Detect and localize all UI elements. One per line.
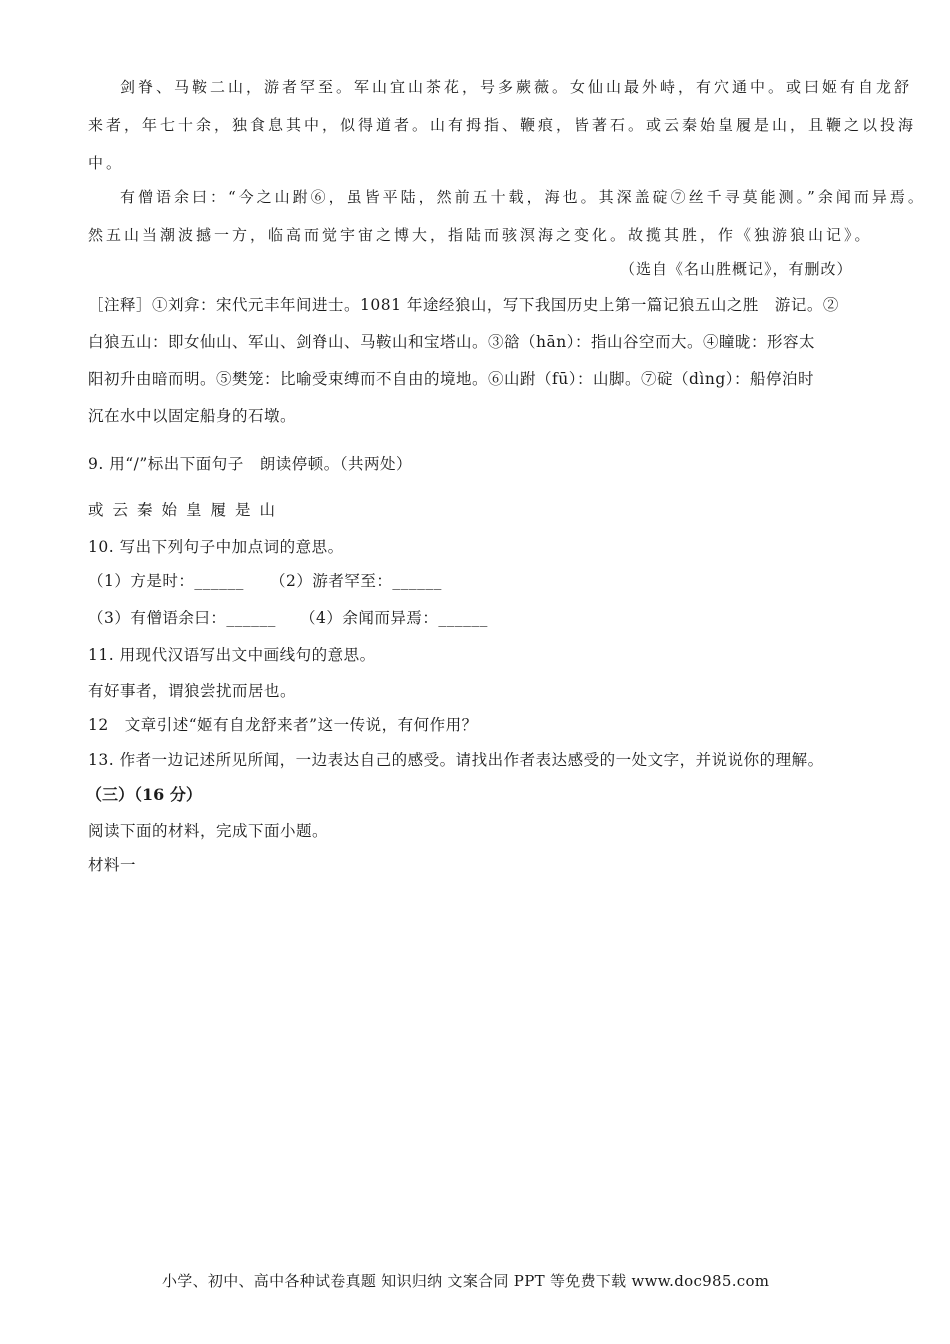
question-9-sentence: 或云秦始皇履是山 — [88, 501, 285, 519]
question-11: 11. 用现代汉语写出文中画线句的意思。 — [88, 646, 376, 664]
note-line: ［注释］①刘弇：宋代元丰年间进士。1081 年途经狼山，写下我国历史上第一篇记狼五山之胜 游记。② — [88, 296, 839, 314]
question-9: 9. 用“/”标出下面句子 朗读停顿。（共两处） — [88, 455, 413, 473]
section-instruction: 阅读下面的材料，完成下面小题。 — [88, 822, 329, 840]
passage-source: （选自《名山胜概记》，有删改） — [620, 260, 853, 278]
question-10-item-2: （2）游者罕至：______ — [270, 572, 442, 590]
question-10: 10. 写出下列句子中加点词的意思。 — [88, 538, 344, 556]
passage-line: 中。 — [88, 154, 125, 172]
question-10-item-1: （1）方是时：______ — [88, 572, 244, 590]
passage-line: 然五山当潮波撼一方，临高而觉宇宙之博大，指陆而骇溟海之变化。故揽其胜，作《独游狼山记》。 — [88, 226, 873, 244]
question-13: 13. 作者一边记述所见所闻，一边表达自己的感受。请找出作者表达感受的一处文字，并说说你的理解。 — [88, 751, 824, 769]
note-line: 阳初升由暗而明。⑤樊笼：比喻受束缚而不自由的境地。⑥山跗（fū）：山脚。⑦碇（dìng）：船停泊时 — [88, 370, 815, 388]
passage-line: 剑脊、马鞍二山，游者罕至。军山宜山茶花，号多蕨薇。女仙山最外峙，有穴通中。或曰姬有自龙舒 — [120, 78, 913, 96]
page-footer: 小学、初中、高中各种试卷真题 知识归纳 文案合同 PPT 等免费下载 www.doc985.com — [162, 1272, 770, 1290]
question-10-item-3: （3）有僧语余曰：______ — [88, 609, 276, 627]
note-line: 白狼五山：即女仙山、军山、剑脊山、马鞍山和宝塔山。③谽（hān）：指山谷空而大。④瞳昽：形容太 — [88, 333, 815, 351]
section-heading: （三）（16 分） — [86, 785, 202, 804]
note-line: 沉在水中以固定船身的石墩。 — [88, 407, 297, 425]
passage-line: 有僧语余曰：“今之山跗⑥，虽皆平陆，然前五十载，海也。其深盖碇⑦丝千寻莫能测。”余闻而异焉。 — [120, 188, 926, 206]
passage-line: 来者，年七十余，独食息其中，似得道者。山有拇指、鞭痕，皆著石。或云秦始皇履是山，且鞭之以投海 — [88, 116, 917, 134]
question-10-item-4: （4）余闻而异焉：______ — [300, 609, 488, 627]
question-12: 12 文章引述“姬有自龙舒来者”这一传说，有何作用？ — [88, 716, 478, 734]
question-11-sentence: 有好事者，谓狼尝扰而居也。 — [88, 682, 297, 700]
material-label: 材料一 — [88, 856, 137, 874]
